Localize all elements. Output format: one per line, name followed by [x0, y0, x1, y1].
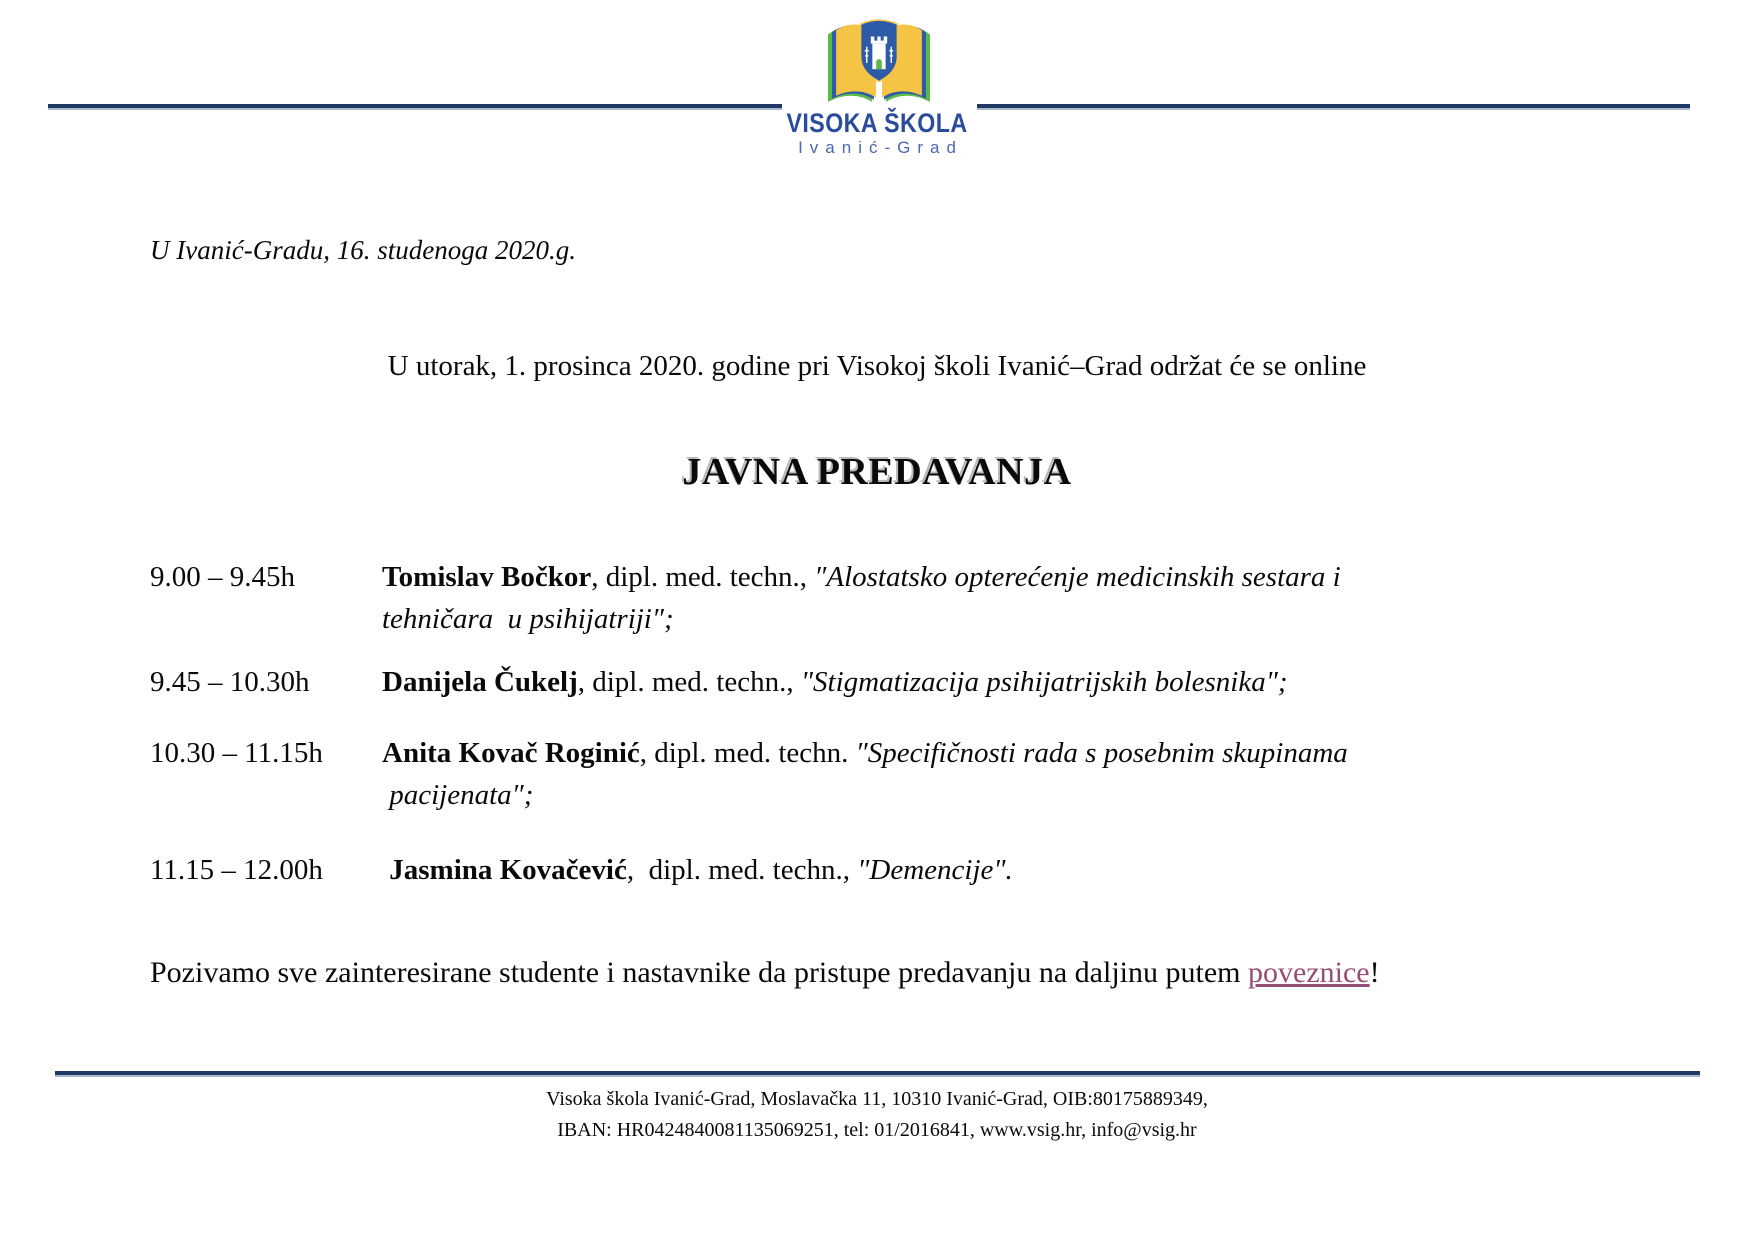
lecture-title-continued: tehničara u psihijatriji″;: [382, 603, 674, 635]
footer-iban-line: IBAN: HR0424840081135069251, tel: 01/2016841, www.vsig.hr, info@vsig.hr: [557, 1119, 1197, 1141]
lecture-entry: [382, 849, 1570, 891]
lecture-entry: [382, 556, 1570, 640]
lecture-time: 9.00 – 9.45h: [150, 561, 295, 593]
schedule-row: [150, 556, 1570, 640]
lecturer-credentials: , dipl. med. techn.,: [577, 666, 801, 698]
lecturer-credentials: , dipl. med. techn.,: [626, 854, 858, 886]
date-line: U Ivanić-Gradu, 16. studenoga 2020.g.: [150, 235, 576, 265]
lecturer-name: Anita Kovač Roginić: [382, 737, 640, 769]
school-city: Ivanić-Grad: [798, 138, 963, 157]
footer-contact-block: [0, 1084, 1754, 1146]
schedule-row: [150, 849, 1570, 891]
lecture-time: 9.45 – 10.30h: [150, 666, 310, 698]
lecture-title: "Stigmatizacija psihijatrijskih bolesnika";: [800, 666, 1288, 698]
castle-shield-icon: [861, 20, 898, 81]
lecture-entry: [382, 732, 1570, 816]
school-name: VISOKA ŠKOLA: [786, 108, 968, 138]
invitation-text: Pozivamo sve zainteresirane studente i nastavnike da pristupe predavanju na daljinu putem: [150, 956, 1248, 989]
lecture-entry: [382, 661, 1570, 703]
invitation-line: [150, 953, 1630, 993]
intro-line: U utorak, 1. prosinca 2020. godine pri Visokoj školi Ivanić–Grad održat će se online: [387, 350, 1367, 382]
lecture-title: ″Alostatsko opterećenje medicinskih sestara i: [814, 561, 1341, 593]
lecture-link[interactable]: poveznice: [1248, 956, 1370, 989]
invitation-exclamation: !: [1369, 956, 1380, 989]
school-logo: [821, 12, 937, 115]
lecture-title-continued: pacijenata″;: [382, 779, 534, 811]
schedule-row: [150, 732, 1570, 816]
lecturer-name: Danijela Čukelj: [382, 666, 578, 698]
open-book-icon: [821, 12, 937, 110]
lecture-title: "Demencije".: [857, 854, 1013, 886]
footer-rule: [55, 1071, 1700, 1077]
lecture-time: 11.15 – 12.00h: [150, 854, 323, 886]
lecturer-credentials: , dipl. med. techn.: [639, 737, 856, 769]
lecture-title: ″Specifičnosti rada s posebnim skupinama: [855, 737, 1348, 769]
lecturer-name: Tomislav Bočkor: [382, 561, 592, 593]
lecture-time: 10.30 – 11.15h: [150, 737, 323, 769]
schedule-row: [150, 661, 1570, 703]
lecturer-name: Jasmina Kovačević: [382, 854, 627, 886]
page-title: JAVNA PREDAVANJA: [682, 451, 1072, 493]
lecturer-credentials: , dipl. med. techn.,: [591, 561, 815, 593]
footer-address-line: Visoka škola Ivanić-Grad, Moslavačka 11, 10310 Ivanić-Grad, OIB:80175889349,: [546, 1088, 1208, 1110]
